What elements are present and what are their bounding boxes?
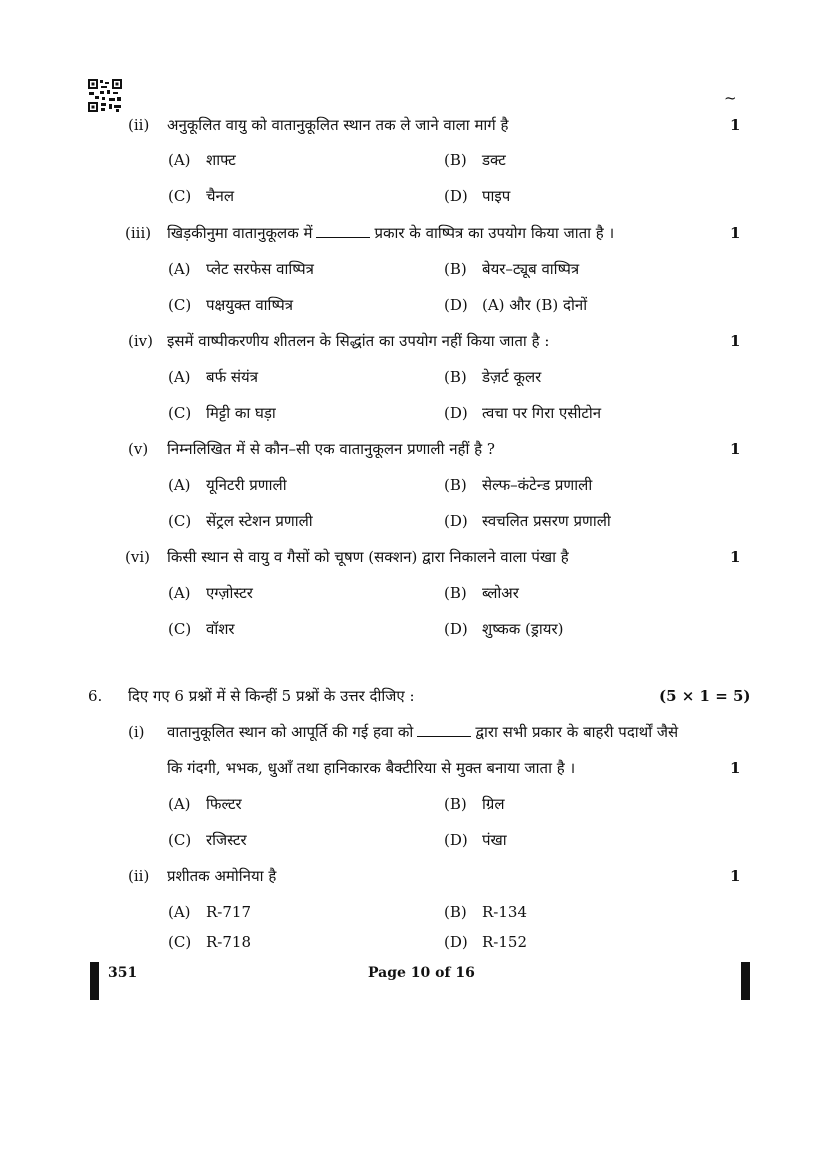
question-marks: 1	[730, 759, 741, 777]
option-text: स्वचलित प्रसरण प्रणाली	[482, 512, 611, 530]
option-text: डक्ट	[482, 151, 506, 169]
question-number: (iv)	[128, 332, 153, 350]
option-label: (D)	[444, 404, 468, 422]
option-label: (D)	[444, 296, 468, 314]
option-label: (B)	[444, 260, 467, 278]
fill-blank	[417, 722, 471, 737]
option-text: चैनल	[206, 187, 235, 205]
option-text: R-152	[482, 933, 527, 951]
question-marks: (5 × 1 = 5)	[659, 687, 751, 705]
option-label: (A)	[168, 260, 191, 278]
option-label: (D)	[444, 512, 468, 530]
option-text: ब्लोअर	[482, 584, 519, 602]
option-text: शाफ्ट	[206, 151, 236, 169]
question-number: (v)	[128, 440, 149, 458]
question-text-part: खिड़कीनुमा वातानुकूलक में	[167, 224, 313, 242]
option-text: एग्ज़ोस्टर	[206, 584, 253, 602]
option-label: (C)	[168, 620, 192, 638]
option-text: डेज़र्ट कूलर	[482, 368, 542, 386]
question-number: 6.	[88, 687, 103, 705]
option-label: (B)	[444, 795, 467, 813]
option-text: मिट्टी का घड़ा	[206, 404, 276, 422]
option-text: त्वचा पर गिरा एसीटोन	[482, 404, 602, 422]
question-number: (iii)	[125, 224, 152, 242]
question-instruction: दिए गए 6 प्रश्नों में से किन्हीं 5 प्रश्नों के उत्तर दीजिए :	[128, 687, 415, 705]
footer-bar-left	[90, 962, 99, 1000]
question-marks: 1	[730, 224, 741, 242]
question-text: निम्नलिखित में से कौन–सी एक वातानुकूलन प्रणाली नहीं है ?	[167, 440, 495, 458]
question-marks: 1	[730, 440, 741, 458]
question-text: अनुकूलित वायु को वातानुकूलित स्थान तक ले जाने वाला मार्ग है	[167, 116, 509, 134]
option-label: (C)	[168, 296, 192, 314]
option-label: (A)	[168, 476, 191, 494]
option-label: (D)	[444, 933, 468, 951]
option-text: शुष्कक (ड्रायर)	[482, 620, 564, 638]
question-text: प्रशीतक अमोनिया है	[167, 867, 277, 885]
question-text-part: वातानुकूलित स्थान को आपूर्ति की गई हवा को	[167, 723, 414, 741]
question-number: (ii)	[128, 867, 150, 885]
option-label: (A)	[168, 151, 191, 169]
option-text: R-717	[206, 903, 251, 921]
question-number: (vi)	[125, 548, 150, 566]
option-text: R-718	[206, 933, 251, 951]
option-label: (C)	[168, 187, 192, 205]
option-label: (C)	[168, 404, 192, 422]
option-text: बेयर–ट्यूब वाष्पित्र	[482, 260, 580, 278]
question-text-line2: कि गंदगी, भभक, धुआँ तथा हानिकारक बैक्टीरिया से मुक्त बनाया जाता है ।	[167, 759, 576, 777]
option-text: पक्षयुक्त वाष्पित्र	[206, 296, 294, 314]
option-label: (A)	[168, 795, 191, 813]
option-label: (B)	[444, 584, 467, 602]
question-number: (ii)	[128, 116, 150, 134]
question-text-part: प्रकार के वाष्पित्र का उपयोग किया जाता है ।	[374, 224, 615, 242]
question-marks: 1	[730, 548, 741, 566]
option-label: (A)	[168, 584, 191, 602]
question-marks: 1	[730, 332, 741, 350]
page-number: Page 10 of 16	[368, 965, 475, 981]
option-label: (B)	[444, 151, 467, 169]
option-label: (C)	[168, 831, 192, 849]
option-text: यूनिटरी प्रणाली	[206, 476, 287, 494]
paper-code: 351	[108, 965, 138, 981]
option-label: (D)	[444, 831, 468, 849]
option-text: पाइप	[482, 187, 511, 205]
question-text: इसमें वाष्पीकरणीय शीतलन के सिद्धांत का उपयोग नहीं किया जाता है :	[167, 332, 550, 350]
option-label: (D)	[444, 187, 468, 205]
fill-blank	[316, 223, 370, 238]
option-label: (C)	[168, 933, 192, 951]
question-marks: 1	[730, 116, 741, 134]
question-text	[167, 722, 678, 742]
option-label: (B)	[444, 476, 467, 494]
question-text: किसी स्थान से वायु व गैसों को चूषण (सक्शन) द्वारा निकालने वाला पंखा है	[167, 548, 569, 566]
option-label: (C)	[168, 512, 192, 530]
option-text: बर्फ संयंत्र	[206, 368, 259, 386]
option-text: पंखा	[482, 831, 507, 849]
option-text: (A) और (B) दोनों	[482, 296, 588, 314]
option-text: सेंट्रल स्टेशन प्रणाली	[206, 512, 313, 530]
option-text: ग्रिल	[482, 795, 505, 813]
footer-bar-right	[741, 962, 750, 1000]
option-label: (D)	[444, 620, 468, 638]
option-text: फिल्टर	[206, 795, 242, 813]
question-text	[167, 223, 614, 243]
option-label: (A)	[168, 903, 191, 921]
option-text: प्लेट सरफेस वाष्पित्र	[206, 260, 314, 278]
corner-mark: ~	[724, 89, 737, 107]
option-label: (B)	[444, 368, 467, 386]
question-marks: 1	[730, 867, 741, 885]
option-label: (B)	[444, 903, 467, 921]
option-text: रजिस्टर	[206, 831, 247, 849]
option-text: R-134	[482, 903, 527, 921]
option-text: वॉशर	[206, 620, 235, 638]
option-text: सेल्फ–कंटेन्ड प्रणाली	[482, 476, 593, 494]
qr-code	[88, 79, 122, 112]
question-text-part: द्वारा सभी प्रकार के बाहरी पदार्थों जैसे	[475, 723, 679, 741]
question-number: (i)	[128, 723, 145, 741]
option-label: (A)	[168, 368, 191, 386]
